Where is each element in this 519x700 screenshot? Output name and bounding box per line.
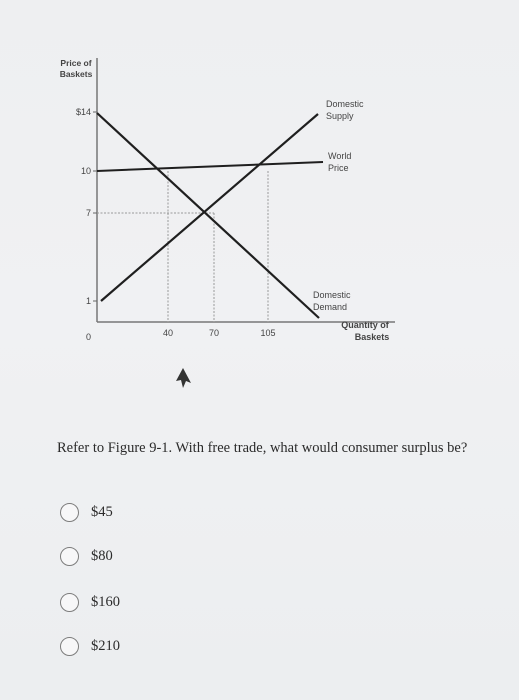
x-tick-label-70: 70: [208, 328, 220, 338]
supply-label-line1: Domestic: [326, 99, 364, 109]
mouse-cursor-icon: [176, 368, 191, 388]
demand-line: [97, 113, 319, 318]
radio-button-icon[interactable]: [60, 503, 79, 522]
world-price-line: [97, 162, 323, 171]
supply-label-line2: Supply: [326, 111, 354, 121]
demand-label-line1: Domestic: [313, 290, 351, 300]
y-tick-label-1: 1: [85, 296, 91, 306]
y-axis-title-line2: Baskets: [59, 69, 93, 79]
x-axis-title-line1: Quantity of: [341, 320, 389, 330]
option-label: $160: [91, 593, 120, 610]
supply-line: [101, 114, 318, 301]
radio-button-icon[interactable]: [60, 637, 79, 656]
y-axis-title-line1: Price of: [60, 58, 92, 68]
x-tick-label-40: 40: [162, 328, 174, 338]
radio-button-icon[interactable]: [60, 547, 79, 566]
x-axis-title-line2: Baskets: [354, 332, 390, 342]
option-210[interactable]: [60, 634, 120, 658]
option-label: $45: [91, 503, 113, 520]
option-label: $210: [91, 637, 120, 654]
radio-button-icon[interactable]: [60, 593, 79, 612]
x-tick-label-105: 105: [260, 328, 276, 338]
world-label-line2: Price: [328, 163, 349, 173]
question-text: Refer to Figure 9-1. With free trade, what would consumer surplus be?: [57, 440, 468, 456]
y-tick-label-10: 10: [80, 166, 91, 176]
origin-label: 0: [85, 332, 91, 342]
world-label-line1: World: [328, 151, 352, 161]
demand-label-line2: Demand: [313, 302, 348, 312]
y-tick-label-14: $14: [75, 107, 91, 117]
option-80[interactable]: [60, 544, 113, 568]
y-tick-label-7: 7: [85, 208, 91, 218]
option-160[interactable]: [60, 590, 120, 614]
option-45[interactable]: [60, 500, 113, 524]
option-label: $80: [91, 547, 113, 564]
